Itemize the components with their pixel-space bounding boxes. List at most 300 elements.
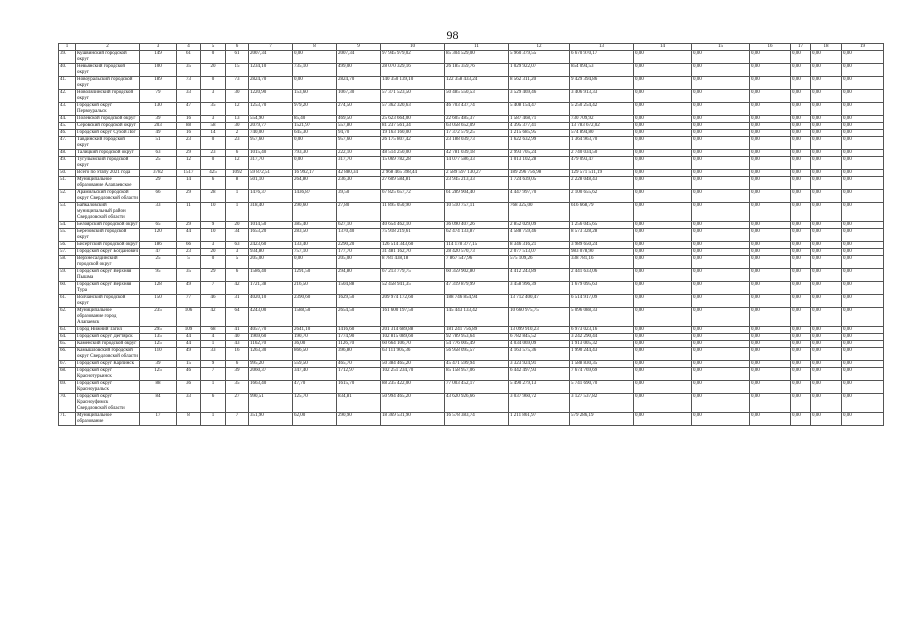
table-cell: 0,00 bbox=[692, 77, 750, 90]
table-cell: 49. bbox=[59, 157, 76, 170]
table-row bbox=[59, 116, 884, 123]
table-cell: 11 bbox=[177, 203, 201, 222]
table-cell: 6 bbox=[226, 361, 249, 368]
table-cell: 995,20 bbox=[249, 361, 293, 368]
table-cell: 47. bbox=[59, 137, 76, 150]
table-cell: 2007,34 bbox=[337, 51, 381, 64]
table-cell: 0,00 bbox=[692, 150, 750, 157]
table-cell: 62 474 133,87 bbox=[445, 229, 509, 242]
header-cell: 15 bbox=[692, 44, 750, 51]
table-cell: 0,00 bbox=[842, 123, 884, 130]
table-row bbox=[59, 177, 884, 190]
table-cell: 0,00 bbox=[750, 361, 791, 368]
table-cell: 9 429 394,86 bbox=[570, 77, 634, 90]
table-cell: 9 bbox=[201, 222, 226, 229]
table-cell: 46 bbox=[201, 295, 226, 308]
table-cell: 62,00 bbox=[293, 413, 337, 426]
municipality-name: Белоярский городской округ bbox=[77, 222, 138, 227]
table-cell: 42 bbox=[201, 308, 226, 327]
table-cell: 1 913 005,32 bbox=[570, 341, 634, 348]
table-cell: 1253,70 bbox=[249, 103, 293, 116]
table-cell: 0 bbox=[201, 137, 226, 150]
table-cell: 0,00 bbox=[692, 51, 750, 64]
municipality-name: Городской округ Сухой Лог bbox=[76, 130, 140, 137]
table-cell: 0,00 bbox=[811, 368, 842, 381]
table-cell: 0,00 bbox=[842, 256, 884, 269]
table-cell: 88 bbox=[177, 123, 201, 130]
table-cell: 0,00 bbox=[750, 116, 791, 123]
table-cell: 16 992,17 bbox=[293, 170, 337, 177]
municipality-name: Городской округ Богданович bbox=[77, 249, 138, 254]
table-cell: 0,00 bbox=[750, 341, 791, 348]
table-cell: 16 bbox=[177, 116, 201, 123]
table-cell: 0,00 bbox=[750, 308, 791, 327]
table-cell: 65. bbox=[59, 341, 76, 348]
table-cell: 1 bbox=[201, 413, 226, 426]
table-cell: 1476,37 bbox=[249, 190, 293, 203]
table-cell: 0,00 bbox=[842, 308, 884, 327]
table-cell: 0,00 bbox=[634, 177, 692, 190]
table-cell: 4 163 575,36 bbox=[509, 348, 570, 361]
table-cell: 57 371 523,50 bbox=[381, 90, 445, 103]
table-cell: 0,00 bbox=[634, 368, 692, 381]
header-cell: 13 bbox=[570, 44, 634, 51]
table-cell: 95 bbox=[140, 269, 177, 282]
table-cell: 6 670 970,17 bbox=[570, 51, 634, 64]
table-cell: 1 724 639,05 bbox=[509, 177, 570, 190]
table-cell: 46 bbox=[177, 368, 201, 381]
table-cell: 1291,50 bbox=[293, 269, 337, 282]
table-cell: 979,20 bbox=[293, 103, 337, 116]
table-cell: 0,00 bbox=[791, 222, 811, 229]
table-cell: 2 740 034,50 bbox=[570, 150, 634, 157]
table-cell: 216,50 bbox=[293, 282, 337, 295]
table-cell: 0,00 bbox=[842, 334, 884, 341]
table-cell: 33 bbox=[177, 394, 201, 413]
table-cell: 0,00 bbox=[634, 282, 692, 295]
table-cell: 0,00 bbox=[791, 334, 811, 341]
table-cell: 0,00 bbox=[634, 116, 692, 123]
table-row bbox=[59, 229, 884, 242]
table-cell: 0,00 bbox=[750, 150, 791, 157]
table-cell: 4057,70 bbox=[249, 327, 293, 334]
table-cell: 9 bbox=[201, 361, 226, 368]
table-cell: 627,10 bbox=[337, 222, 381, 229]
table-cell: 0,00 bbox=[791, 203, 811, 222]
table-cell: 0,00 bbox=[634, 381, 692, 394]
table-cell: 768 325,00 bbox=[509, 203, 570, 222]
table-cell: 499,00 bbox=[337, 64, 381, 77]
table-cell: 0,00 bbox=[811, 413, 842, 426]
table-cell: 20 bbox=[201, 249, 226, 256]
table-cell: 1 029 922,07 bbox=[509, 64, 570, 77]
header-cell: 8 bbox=[293, 44, 337, 51]
table-row bbox=[59, 295, 884, 308]
table-cell: 983 078,90 bbox=[570, 249, 634, 256]
table-cell: 17 bbox=[140, 413, 177, 426]
table-cell: 0,00 bbox=[750, 295, 791, 308]
table-cell: 22 605 485,37 bbox=[445, 116, 509, 123]
table-cell: 39 bbox=[140, 116, 177, 123]
table-cell: 0,00 bbox=[811, 269, 842, 282]
table-cell: 61. bbox=[59, 295, 76, 308]
table-cell: 16 578 383,74 bbox=[445, 413, 509, 426]
table-cell: 0,00 bbox=[692, 190, 750, 203]
table-cell: 8 bbox=[177, 413, 201, 426]
table-cell: 135 bbox=[140, 334, 177, 341]
municipality-name: Муниципальное образование Алапаевское bbox=[76, 177, 140, 190]
table-cell: 29 bbox=[177, 222, 201, 229]
table-cell: 0,00 bbox=[811, 203, 842, 222]
table-cell: 0,00 bbox=[293, 77, 337, 90]
table-cell: 0,00 bbox=[692, 123, 750, 130]
table-cell: 2079,77 bbox=[249, 123, 293, 130]
table-cell: 7 674 769,69 bbox=[570, 368, 634, 381]
municipality-name: Тугулымский городской округ bbox=[76, 157, 140, 170]
table-cell: 50 485 550,53 bbox=[445, 90, 509, 103]
table-cell: 574 894,80 bbox=[570, 130, 634, 137]
table-cell: 0,00 bbox=[842, 295, 884, 308]
table-cell: 0,00 bbox=[750, 327, 791, 334]
table-row bbox=[59, 77, 884, 90]
table-cell: 0,00 bbox=[293, 51, 337, 64]
table-cell: 0,00 bbox=[750, 177, 791, 190]
table-row bbox=[59, 170, 884, 177]
table-cell: 834,81 bbox=[337, 394, 381, 413]
header-cell: 1 bbox=[59, 44, 76, 51]
table-cell: 0,00 bbox=[750, 256, 791, 269]
table-cell: 0,00 bbox=[750, 229, 791, 242]
table-cell: 0,00 bbox=[811, 150, 842, 157]
table-cell: 290,90 bbox=[337, 413, 381, 426]
table-cell: 27 bbox=[226, 394, 249, 413]
table-cell: 0,00 bbox=[811, 334, 842, 341]
table-cell: 222,10 bbox=[337, 150, 381, 157]
table-cell: 85 304 529,00 bbox=[445, 51, 509, 64]
table-cell: 16 bbox=[226, 348, 249, 361]
table-cell: 0 bbox=[201, 157, 226, 170]
table-cell: 1 bbox=[201, 341, 226, 348]
table-cell: 2 968 465 398,44 bbox=[381, 170, 445, 177]
table-cell: 0,00 bbox=[811, 381, 842, 394]
municipality-name: Полевской городской округ bbox=[76, 116, 140, 123]
table-cell: 264,80 bbox=[293, 177, 337, 190]
table-cell: 385,40 bbox=[293, 222, 337, 229]
table-cell: 0,00 bbox=[791, 341, 811, 348]
table-cell: 61 289 904,40 bbox=[445, 190, 509, 203]
table-cell: 0,00 bbox=[811, 90, 842, 103]
table-cell: 40 654 462,10 bbox=[381, 222, 445, 229]
table-row bbox=[59, 341, 884, 348]
table-cell: 2654,50 bbox=[337, 308, 381, 327]
table-cell: 69. bbox=[59, 381, 76, 394]
table-cell: 3 bbox=[201, 90, 226, 103]
table-cell: 12 bbox=[226, 103, 249, 116]
table-cell: 110 bbox=[140, 348, 177, 361]
table-cell: 866,50 bbox=[293, 348, 337, 361]
table-cell: 0,00 bbox=[692, 334, 750, 341]
table-cell: 0,00 bbox=[692, 282, 750, 295]
table-cell: 0,00 bbox=[842, 361, 884, 368]
municipality-name: Камышловский городской округ Свердловской области bbox=[77, 348, 138, 359]
table-cell: 0,00 bbox=[750, 394, 791, 413]
table-cell: 0,00 bbox=[692, 269, 750, 282]
table-cell: 42. bbox=[59, 90, 76, 103]
table-cell: 26 185 359,76 bbox=[445, 64, 509, 77]
table-cell: 23 188 039,73 bbox=[445, 137, 509, 150]
table-row bbox=[59, 249, 884, 256]
table-cell: 1721,38 bbox=[249, 282, 293, 295]
table-cell: 5 bbox=[226, 256, 249, 269]
table-cell: 0,00 bbox=[811, 327, 842, 334]
header-cell: 9 bbox=[337, 44, 381, 51]
table-cell: 8 573 328,28 bbox=[570, 229, 634, 242]
table-cell: 130 bbox=[140, 103, 177, 116]
table-cell: 3 323 924,91 bbox=[509, 361, 570, 368]
table-cell: 39. bbox=[59, 51, 76, 64]
table-cell: 3 127 537,82 bbox=[570, 394, 634, 413]
table-cell: 0,00 bbox=[842, 150, 884, 157]
table-cell: 934,80 bbox=[249, 249, 293, 256]
table-cell: 49 bbox=[177, 282, 201, 295]
table-cell: 1 679 095,63 bbox=[570, 282, 634, 295]
table-cell: 0,00 bbox=[692, 308, 750, 327]
table-cell: 42 880,34 bbox=[337, 170, 381, 177]
table-cell: 0,00 bbox=[634, 295, 692, 308]
table-cell: 23 bbox=[201, 150, 226, 157]
table-cell: 63 058 652,09 bbox=[445, 123, 509, 130]
table-cell: 29 bbox=[177, 190, 201, 203]
municipality-name: Городской округ Верхняя Пышма bbox=[76, 269, 140, 282]
table-cell: 2 852 029,09 bbox=[509, 222, 570, 229]
table-cell: 126 514 343,60 bbox=[381, 242, 445, 249]
table-cell: 39 bbox=[140, 361, 177, 368]
table-cell: 106 bbox=[177, 308, 201, 327]
table-cell: 0,00 bbox=[791, 170, 811, 177]
table-cell: 52 458 941,35 bbox=[381, 282, 445, 295]
table-cell: 1653,20 bbox=[249, 229, 293, 242]
table-cell: 125 bbox=[140, 341, 177, 348]
table-cell: 58 bbox=[201, 123, 226, 130]
table-cell: 7 867 547,96 bbox=[445, 256, 509, 269]
table-cell: 186 bbox=[140, 242, 177, 249]
table-cell: 25 bbox=[140, 256, 177, 269]
table-cell: 29 bbox=[140, 177, 177, 190]
table-cell: 1663,40 bbox=[249, 381, 293, 394]
table-cell: 15 069 782,28 bbox=[381, 157, 445, 170]
table-cell: 1014,50 bbox=[249, 222, 293, 229]
table-cell: 0,00 bbox=[692, 368, 750, 381]
table-cell: 50 384 465,20 bbox=[381, 361, 445, 368]
table-cell: 1 588 830,35 bbox=[570, 361, 634, 368]
table-cell: 3 458 996,39 bbox=[509, 282, 570, 295]
table-cell: 1126,70 bbox=[337, 341, 381, 348]
table-cell: 0,00 bbox=[811, 242, 842, 249]
table-row bbox=[59, 123, 884, 130]
table-cell: 290,60 bbox=[293, 203, 337, 222]
table-cell: 0,00 bbox=[634, 249, 692, 256]
table-cell: 6 bbox=[226, 150, 249, 157]
table-cell: 0,00 bbox=[692, 64, 750, 77]
table-cell: 1521,97 bbox=[293, 123, 337, 130]
table-cell: 0,00 bbox=[750, 242, 791, 249]
table-cell: 47 bbox=[177, 103, 201, 116]
table-cell: 0,00 bbox=[811, 137, 842, 150]
header-cell: 6 bbox=[226, 44, 249, 51]
municipality-name: Серовский городской округ bbox=[76, 123, 140, 130]
table-cell: 35 bbox=[177, 64, 201, 77]
table-cell: 0,00 bbox=[692, 203, 750, 222]
table-row bbox=[59, 308, 884, 327]
table-cell: 0,00 bbox=[842, 368, 884, 381]
table-cell: 52. bbox=[59, 190, 76, 203]
table-cell: 6 782 845,52 bbox=[509, 334, 570, 341]
header-cell: 3 bbox=[140, 44, 177, 51]
table-row bbox=[59, 256, 884, 269]
table-cell: 30 bbox=[226, 123, 249, 130]
table-cell: 7 bbox=[226, 413, 249, 426]
table-cell: 0,00 bbox=[811, 190, 842, 203]
table-cell: 133,40 bbox=[293, 242, 337, 249]
table-cell: 145 443 133,42 bbox=[445, 308, 509, 327]
table-cell: 0,00 bbox=[692, 413, 750, 426]
table-cell: 0,00 bbox=[750, 170, 791, 177]
table-cell: 2824,70 bbox=[337, 77, 381, 90]
table-cell: 0,00 bbox=[750, 222, 791, 229]
table-cell: 73 bbox=[177, 77, 201, 90]
table-row bbox=[59, 348, 884, 361]
table-cell: 1234,10 bbox=[249, 64, 293, 77]
table-cell: 0,00 bbox=[692, 177, 750, 190]
table-cell: 1712,97 bbox=[337, 368, 381, 381]
table-cell: 2641,10 bbox=[293, 327, 337, 334]
table-cell: 44 bbox=[177, 341, 201, 348]
table-cell: 43 620 926,66 bbox=[445, 394, 509, 413]
table-cell: 29 bbox=[201, 269, 226, 282]
table-cell: 149 bbox=[140, 51, 177, 64]
table-cell: 6 514 917,09 bbox=[570, 295, 634, 308]
table-cell: 3 242 290,44 bbox=[570, 334, 634, 341]
table-cell: 6 973 023,16 bbox=[570, 327, 634, 334]
municipality-name: Муниципальное образование город Алапаевск bbox=[76, 308, 140, 327]
table-cell: 0,00 bbox=[842, 51, 884, 64]
table-cell: 65 bbox=[140, 222, 177, 229]
municipality-name: Березовский городской округ bbox=[76, 229, 140, 242]
table-cell: 23 bbox=[177, 137, 201, 150]
table-cell: 0,00 bbox=[634, 413, 692, 426]
table-cell: 4 447 997,70 bbox=[509, 190, 570, 203]
table-cell: 0,00 bbox=[842, 282, 884, 295]
table-cell: 46. bbox=[59, 130, 76, 137]
table-cell: 11 895 050,90 bbox=[381, 203, 445, 222]
table-cell: 205,00 bbox=[337, 256, 381, 269]
table-cell: 730 709,92 bbox=[570, 116, 634, 123]
table-cell: 0,00 bbox=[842, 90, 884, 103]
table-row bbox=[59, 157, 884, 170]
table-cell: 125 bbox=[140, 368, 177, 381]
table-cell: 42 781 039,18 bbox=[445, 150, 509, 157]
table-cell: 85,40 bbox=[293, 116, 337, 123]
table-cell: 0,00 bbox=[811, 249, 842, 256]
table-cell: 854 094,53 bbox=[570, 64, 634, 77]
table-cell: 59 872,51 bbox=[249, 170, 293, 177]
table-cell: 35 bbox=[201, 103, 226, 116]
table-cell: 735,10 bbox=[293, 64, 337, 77]
table-cell: 0,00 bbox=[692, 361, 750, 368]
table-cell: 0,00 bbox=[842, 137, 884, 150]
table-cell: 140 350 139,10 bbox=[381, 77, 445, 90]
table-cell: 77 bbox=[177, 295, 201, 308]
table-cell: 189 bbox=[140, 77, 177, 90]
table-cell: 161 600 197,50 bbox=[381, 308, 445, 327]
table-cell: 1615,70 bbox=[337, 381, 381, 394]
table-cell: 0,00 bbox=[634, 77, 692, 90]
table-cell: 0,00 bbox=[842, 170, 884, 177]
table-cell: 153,60 bbox=[293, 90, 337, 103]
table-cell: 0,00 bbox=[634, 256, 692, 269]
table-row bbox=[59, 103, 884, 116]
table-cell: 42 bbox=[226, 282, 249, 295]
table-cell: 0,00 bbox=[791, 269, 811, 282]
header-cell: 5 bbox=[201, 44, 226, 51]
table-cell: 793,30 bbox=[293, 150, 337, 157]
table-cell: 0,00 bbox=[293, 157, 337, 170]
table-row bbox=[59, 242, 884, 249]
table-cell: 1 013 102,28 bbox=[509, 157, 570, 170]
table-cell: 0,00 bbox=[692, 394, 750, 413]
municipality-name: Тавдинский городской округ bbox=[76, 137, 140, 150]
table-cell: 0,00 bbox=[811, 116, 842, 123]
table-cell: 957,60 bbox=[249, 137, 293, 150]
table-cell: 0,00 bbox=[692, 130, 750, 137]
table-cell: 27,80 bbox=[337, 203, 381, 222]
table-cell: 0,00 bbox=[791, 51, 811, 64]
table-row bbox=[59, 51, 884, 64]
table-cell: 0,00 bbox=[750, 130, 791, 137]
header-cell: 12 bbox=[509, 44, 570, 51]
table-cell: 235 bbox=[140, 308, 177, 327]
table-cell: 47 bbox=[140, 249, 177, 256]
table-cell: 557,80 bbox=[337, 123, 381, 130]
table-cell: 5 960 379,55 bbox=[509, 51, 570, 64]
table-cell: 0,00 bbox=[750, 413, 791, 426]
table-cell: 0 bbox=[201, 77, 226, 90]
table-cell: 0,00 bbox=[811, 348, 842, 361]
table-cell: 129 571 511,19 bbox=[570, 170, 634, 177]
table-cell: 203 bbox=[140, 123, 177, 130]
table-cell: 34 bbox=[226, 229, 249, 242]
table-cell: 54 776 005,49 bbox=[445, 341, 509, 348]
table-cell: 0,00 bbox=[750, 282, 791, 295]
table-cell: 579 286,19 bbox=[570, 413, 634, 426]
table-cell: 15 bbox=[226, 64, 249, 77]
table-cell: 1092 bbox=[226, 170, 249, 177]
table-cell: 0,00 bbox=[791, 256, 811, 269]
table-cell: 13 712 400,47 bbox=[509, 295, 570, 308]
table-cell: 88 235 422,00 bbox=[381, 381, 445, 394]
table-cell: 0,00 bbox=[791, 137, 811, 150]
table-cell: 10 510 757,11 bbox=[445, 203, 509, 222]
table-cell: 1067,30 bbox=[337, 90, 381, 103]
table-cell: 990,51 bbox=[249, 394, 293, 413]
table-cell: 23 bbox=[177, 249, 201, 256]
table-cell: 4 bbox=[201, 334, 226, 341]
table-cell: 274,50 bbox=[337, 103, 381, 116]
header-cell: 18 bbox=[811, 44, 842, 51]
table-cell: 1 211 861,97 bbox=[509, 413, 570, 426]
table-cell: 0,00 bbox=[791, 413, 811, 426]
header-cell: 17 bbox=[791, 44, 811, 51]
